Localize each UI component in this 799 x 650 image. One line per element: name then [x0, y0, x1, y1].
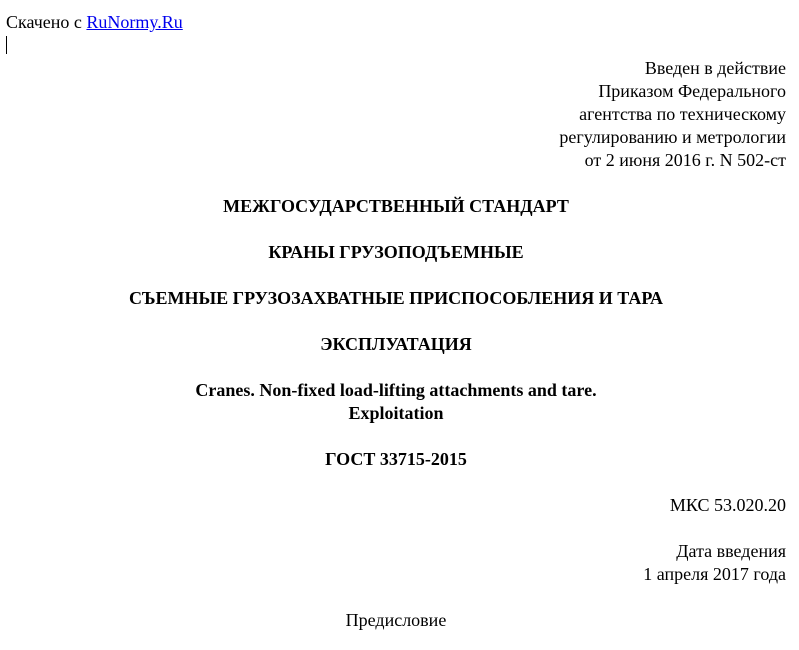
text-cursor [6, 36, 7, 54]
enactment-line: Приказом Федерального [598, 81, 786, 101]
mks-code: МКС 53.020.20 [669, 495, 786, 515]
enactment-line: от 2 июня 2016 г. N 502-ст [584, 150, 786, 170]
title-line-cranes: КРАНЫ ГРУЗОПОДЪЕМНЫЕ [268, 242, 524, 262]
runormy-link[interactable]: RuNormy.Ru [86, 12, 183, 32]
english-title [0, 379, 792, 425]
title-line-attachments: СЪЕМНЫЕ ГРУЗОЗАХВАТНЫЕ ПРИСПОСОБЛЕНИЯ И ТАРА [128, 288, 664, 308]
downloaded-prefix: Скачено с [6, 12, 87, 32]
english-title-line-1: Cranes. Non-fixed load-lifting attachments and tare. [195, 380, 597, 400]
foreword-heading: Предисловие [345, 610, 447, 630]
standard-type-heading: МЕЖГОСУДАРСТВЕННЫЙ СТАНДАРТ [223, 196, 569, 216]
title-line-exploitation: ЭКСПЛУАТАЦИЯ [320, 334, 472, 354]
gost-number: ГОСТ 33715-2015 [325, 449, 467, 469]
enactment-line: Введен в действие [644, 58, 786, 78]
downloaded-from-line [6, 11, 183, 33]
enactment-line: агентства по техническому [579, 104, 786, 124]
introduction-date-value: 1 апреля 2017 года [643, 564, 786, 584]
introduction-date-label: Дата введения [676, 541, 786, 561]
english-title-line-2: Exploitation [348, 403, 444, 423]
introduction-date-block [643, 540, 786, 586]
enactment-line: регулированию и метрологии [559, 127, 786, 147]
enactment-block [559, 57, 786, 172]
